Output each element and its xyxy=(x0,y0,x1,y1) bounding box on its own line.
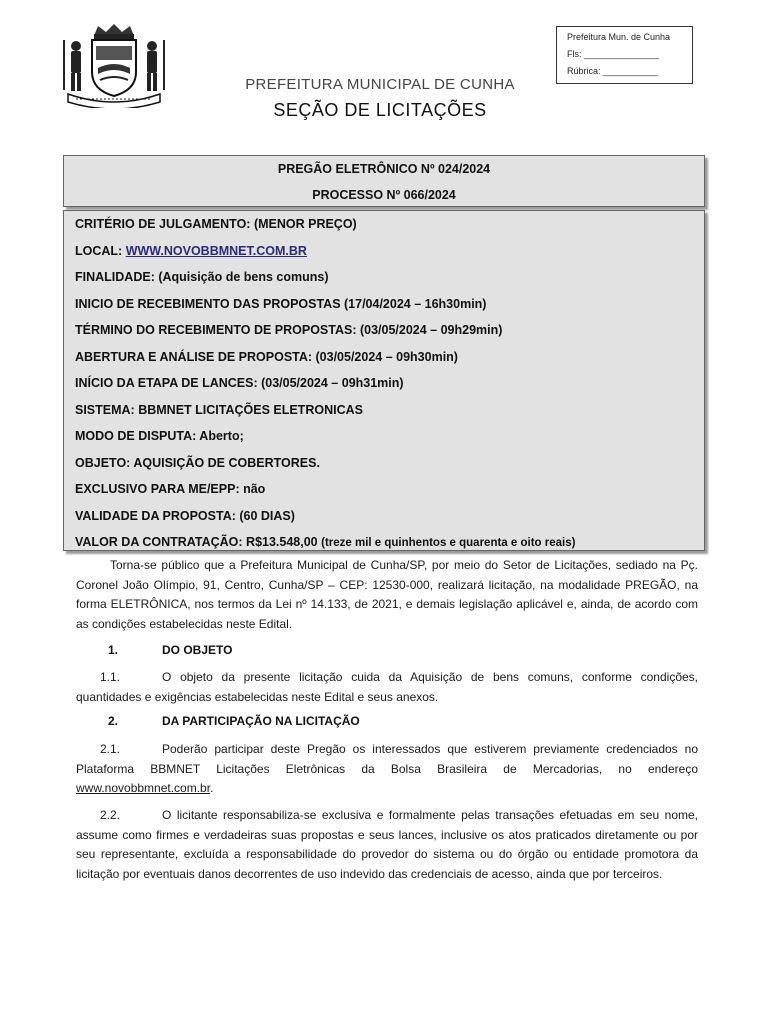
municipal-coat-of-arms-logo xyxy=(60,20,168,108)
exclusivo-me-epp: EXCLUSIVO PARA ME/EPP: não xyxy=(75,482,266,496)
pregao-number: PREGÃO ELETRÔNICO Nº 024/2024 xyxy=(277,162,491,176)
processo-number: PROCESSO Nº 066/2024 xyxy=(312,188,456,202)
prefeitura-title: PREFEITURA MUNICIPAL DE CUNHA xyxy=(245,76,515,93)
finalidade: FINALIDADE: (Aquisição de bens comuns) xyxy=(75,270,329,284)
stamp-line-fls: Fls: _______________ xyxy=(567,49,660,59)
abertura-analise: ABERTURA E ANÁLISE DE PROPOSTA: (03/05/2024 – 09h30min) xyxy=(75,349,458,364)
inicio-lances: INÍCIO DA ETAPA DE LANCES: (03/05/2024 – 09h31min) xyxy=(75,376,404,390)
intro-paragraph: Torna-se público que a Prefeitura Municipal de Cunha/SP, por meio do Setor de Licitações, sediado na Pç. Coronel João Olímpio, 91, Centro, Cunha/SP – CEP: 12530-000, realizará licitação, na modalidade PREGÃO, na forma ELETRÔNICA, nos termos da Lei nº 14.133, de 2021, e demais legislação aplicável e, ainda, de acordo com as condições estabelecidas neste Edital. xyxy=(76,558,698,631)
secao-title: SEÇÃO DE LICITAÇÕES xyxy=(273,100,487,120)
section-1-title: DO OBJETO xyxy=(162,643,233,657)
section-2-1-number: 2.1. xyxy=(99,742,120,756)
criterio-julgamento: CRITÉRIO DE JULGAMENTO: (MENOR PREÇO) xyxy=(75,217,357,231)
local-label: LOCAL: xyxy=(75,243,126,258)
section-1-1-text: O objeto da presente licitação cuida da Aquisição de bens comuns, conforme condições, quantidades e exigências estabelecidas neste Edital e seus anexos. xyxy=(76,670,698,704)
section-1-1-paragraph xyxy=(76,668,698,707)
valor-extenso: (treze mil e quinhentos e quarenta e oito reais) xyxy=(321,537,576,549)
stamp-line-rubrica: Rúbrica: ___________ xyxy=(567,66,659,76)
stamp-line-prefeitura: Prefeitura Mun. de Cunha xyxy=(567,32,671,42)
sistema: SISTEMA: BBMNET LICITAÇÕES ELETRONICAS xyxy=(75,402,363,417)
section-2-1-paragraph xyxy=(76,740,698,799)
section-2-1-end: . xyxy=(210,781,214,795)
section-2-2-paragraph xyxy=(76,806,698,884)
section-2-1-link[interactable]: www.novobbmnet.com.br xyxy=(76,781,211,795)
summary-header-box xyxy=(63,155,705,207)
section-1-1-number: 1.1. xyxy=(99,670,120,684)
section-2-title: DA PARTICIPAÇÃO NA LICITAÇÃO xyxy=(162,714,360,728)
valor-contratacao xyxy=(75,529,704,557)
section-2-2-text: O licitante responsabiliza-se exclusiva e formalmente pelas transações efetuadas em seu nome, assume como firmes e verdadeiras suas propostas e seus lances, inclusive os atos praticados diretamente ou por seu representante, excluída a responsabilidade do provedor do sistema ou do órgão ou entidade promotora da licitação por eventuais danos decorrentes de uso indevido das credenciais de acesso, ainda que por terceiros. xyxy=(76,808,698,881)
local-line xyxy=(75,238,704,265)
objeto: OBJETO: AQUISIÇÃO DE COBERTORES. xyxy=(75,455,320,470)
section-1-number: 1. xyxy=(108,643,119,657)
modo-disputa: MODO DE DISPUTA: Aberto; xyxy=(75,429,244,443)
inicio-recebimento: INICIO DE RECEBIMENTO DAS PROPOSTAS (17/04/2024 – 16h30min) xyxy=(75,296,487,311)
summary-details-box xyxy=(63,210,705,551)
section-2-2-number: 2.2. xyxy=(99,808,120,822)
validade-proposta: VALIDADE DA PROPOSTA: (60 DIAS) xyxy=(75,508,295,523)
section-2-1-text: Poderão participar deste Pregão os interessados que estiverem previamente credenciados no Plataforma BBMNET Licitações Eletrônicas da Bolsa Brasileira de Mercadorias, no endereço xyxy=(76,742,698,776)
local-link[interactable]: WWW.NOVOBBMNET.COM.BR xyxy=(125,243,307,258)
valor-label: VALOR DA CONTRATAÇÃO: R$13.548,00 xyxy=(75,535,322,549)
termino-recebimento: TÉRMINO DO RECEBIMENTO DE PROPOSTAS: (03/05/2024 – 09h29min) xyxy=(75,323,503,337)
section-2-number: 2. xyxy=(108,714,119,728)
